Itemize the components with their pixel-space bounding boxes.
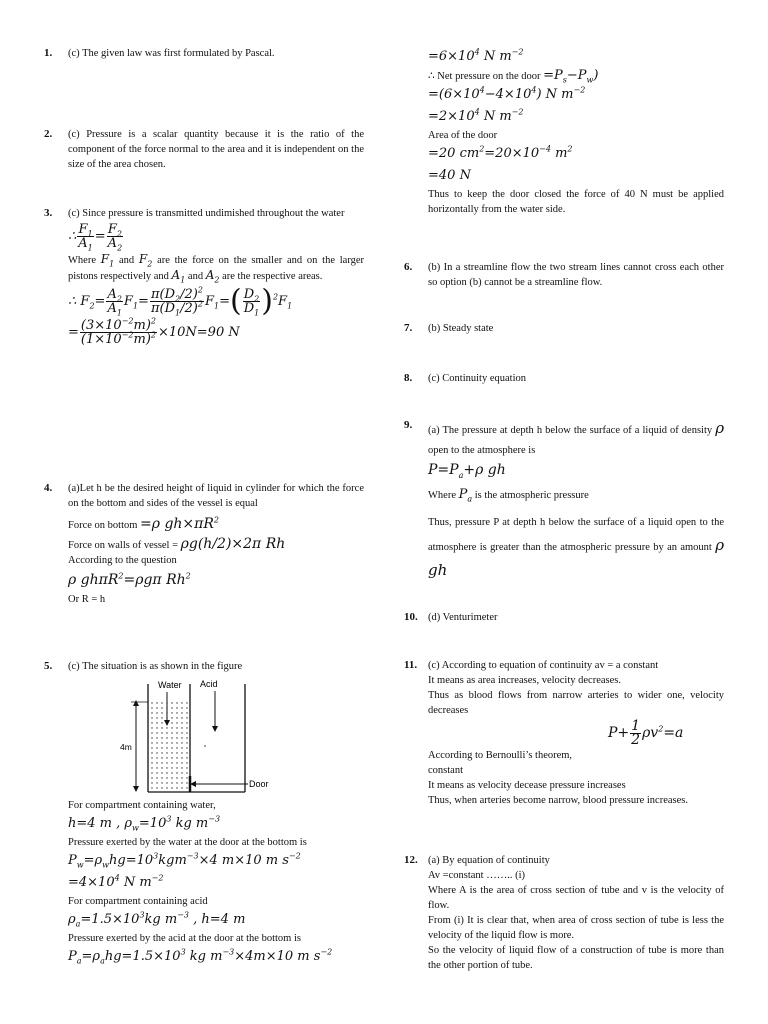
water-region: [148, 702, 189, 791]
answer-9: [404, 418, 724, 584]
door-label: Door: [249, 779, 269, 789]
answer-text-line: Av =constant …….. (i): [428, 870, 526, 881]
water-pressure-label: Pressure exerted by the water at the door at the bottom is: [68, 837, 307, 848]
net-pressure-equation: $=(6\times 10^4-4\times 10^4)$ N $m^{-2}$: [428, 85, 586, 102]
answer-text-line: constant: [428, 765, 463, 776]
answer-8: [404, 371, 724, 386]
result-text: Or R = h: [68, 594, 106, 605]
pressure-equation: $P=P_a+\rho$ gh: [428, 462, 506, 480]
acid-arrow-head: [212, 726, 218, 732]
answer-text: (c) According to equation of continuity av = a constant: [428, 660, 659, 671]
answer-11: [404, 658, 724, 808]
answer-text-line: It means as velocity decease pressure increases: [428, 780, 626, 791]
answer-10: [404, 610, 724, 625]
answer-text: (d) Venturimeter: [428, 612, 498, 623]
answer-number: 5.: [44, 660, 53, 672]
answer-number: 1.: [44, 47, 53, 59]
answer-number: 2.: [44, 128, 53, 140]
conclusion-text: Thus to keep the door closed the force of 40 N must be applied horizontally from the water side.: [428, 189, 724, 215]
answer-5-continued: [404, 46, 724, 217]
where-line: Where $P_a$ is the atmospheric pressure: [428, 487, 589, 504]
acid-label: Acid: [200, 679, 218, 689]
water-compartment: For compartment containing water,: [68, 800, 216, 811]
acid-compartment: For compartment containing acid: [68, 896, 208, 907]
acid-pressure-label: Pressure exerted by the acid at the door at the bottom is: [68, 933, 301, 944]
door-area-label: Area of the door: [428, 130, 498, 141]
answer-text-line: Thus, when arteries become narrow, blood pressure increases.: [428, 795, 688, 806]
force-bottom: Force on bottom =ρ $gh\times\pi R^2$: [68, 515, 220, 532]
answer-text-line: According to Bernoulli’s theorem,: [428, 750, 573, 761]
equation-equal-forces: ρ ghπR$^2$=ρgπ Rh$^2$: [68, 571, 191, 588]
net-pressure-line: ∴ Net pressure on the door $=P_s-P_w$): [428, 68, 599, 85]
acid-dot: [204, 745, 206, 747]
answer-12: [404, 853, 724, 973]
acid-pressure-equation: $P_a=\rho_ahg=1.5\times 10^3$ kg $m^{-3}\times 4m\times 10$ m $s^{-2}$: [68, 947, 333, 966]
answer-text: (a) By equation of continuity: [428, 855, 550, 866]
net-pressure-value: $=2\times 10^4$ N $m^{-2}$: [428, 107, 524, 124]
door-force-value: =40 N: [428, 168, 471, 183]
equation-f2: ∴ $F_2=$ $\frac{A_2}{A_1}$ $F_1=$ $\frac{\pi(D_2/2)^2}{\pi(D_1/2)^2}$ $F_1=$( $\frac{D_2}{D_1}$ )$^2F_1$: [68, 283, 293, 319]
answer-number: 7.: [404, 322, 413, 334]
answer-text-line: Thus as blood flows from narrow arteries to wider one, velocity decreases: [428, 690, 724, 716]
answer-text: (b) Steady state: [428, 323, 494, 334]
acid-values: $\rho_a=1.5\times 10^3kg$ $m^{-3}$ , h=4 m: [68, 910, 246, 929]
answer-text: (a)Let h be the desired height of liquid in cylinder for which the force on the bottom and sides of the vessel is equal: [68, 483, 364, 509]
answer-text: (c) Continuity equation: [428, 373, 526, 384]
answer-text-line: It means as area increases, velocity decreases.: [428, 675, 621, 686]
answer-number: 11.: [404, 659, 418, 671]
answer-number: 12.: [404, 854, 418, 866]
height-arrow-bottom: [133, 786, 139, 792]
answer-number: 8.: [404, 372, 413, 384]
tank-figure: [120, 676, 280, 796]
height-label: 4m: [120, 742, 132, 752]
answer-3: [44, 206, 364, 346]
answer-text: (a) The pressure at depth h below the surface of a liquid of density ρ open to the atmosphere is: [428, 419, 725, 456]
height-arrow-top: [133, 700, 139, 706]
answer-text: (c) The situation is as shown in the figure: [68, 661, 243, 672]
water-pressure-value: $=4\times 10^4$ N $m^{-2}$: [68, 873, 164, 890]
answer-text: (c) Pressure is a scalar quantity because it is the ratio of the component of the force normal to the area and it is independent on the size of the area chosen.: [68, 129, 364, 170]
answer-number: 9.: [404, 419, 413, 431]
answer-text: (c) The given law was first formulated by Pascal.: [68, 48, 275, 59]
answer-text: (c) Since pressure is transmitted undimished throughout the water: [68, 208, 345, 219]
answer-7: [404, 321, 724, 336]
answer-text-line: Where A is the area of cross section of tube and v is the velocity of flow.: [428, 885, 724, 911]
equation-f2-value: = $\frac{(3\times 10^{-2}m)^2}{(1\times 10^{-2}m)^2}$ ×10N=90 N: [68, 316, 240, 347]
answer-text: (b) In a streamline flow the two stream lines cannot cross each other so option (b) cannot be a streamline flow.: [428, 262, 724, 288]
water-values: h=4 m , $\rho_w=10^3$ kg $m^{-3}$: [68, 814, 221, 833]
door-area-equation: =20 $cm^2=20\times 10^{-4}$ $m^2$: [428, 144, 573, 161]
answer-number: 6.: [404, 261, 413, 273]
answer-1: [44, 46, 364, 61]
bernoulli-equation: P+ $\frac{1}{2}$ $\rho v^2=a$: [608, 717, 684, 748]
acid-pressure-value: $=6\times 10^4$ N $m^{-2}$: [428, 47, 524, 64]
water-pressure-equation: $P_w=\rho_whg=10^3kgm^{-3}\times 4$ m×10 m $s^{-2}$: [68, 851, 301, 870]
answer-5: [44, 659, 364, 968]
answer-number: 10.: [404, 611, 418, 623]
answer-text-line: So the velocity of liquid flow of a construction of tube is more than the other portion of tube.: [428, 945, 724, 971]
according-text: According to the question: [68, 555, 177, 566]
equation-force-ratio: ∴ $\frac{F_1}{A_1}$ = $\frac{F_2}{A_2}$: [68, 222, 123, 253]
answer-number: 3.: [44, 207, 53, 219]
water-label: Water: [158, 680, 182, 690]
answer-text-line: From (i) It is clear that, when area of cross section of tube is less the velocity of the liquid flow is more.: [428, 915, 724, 941]
answer-6: [404, 260, 724, 290]
answer-4: [44, 481, 364, 607]
answer-2: [44, 127, 364, 172]
where-forces: Where $F_1$ and $F_2$ are the force on the smaller and on the larger pistons respectively and $A_1$ and $A_2$ are the respective areas.: [68, 252, 365, 285]
answer-number: 4.: [44, 482, 53, 494]
force-walls: Force on walls of vessel = ρg(h/2)×2π Rh: [68, 536, 286, 552]
thus-text: Thus, pressure P at depth h below the surface of a liquid open to the atmosphere is greater than the atmospheric pressure by an amount ρ gh: [428, 517, 725, 579]
